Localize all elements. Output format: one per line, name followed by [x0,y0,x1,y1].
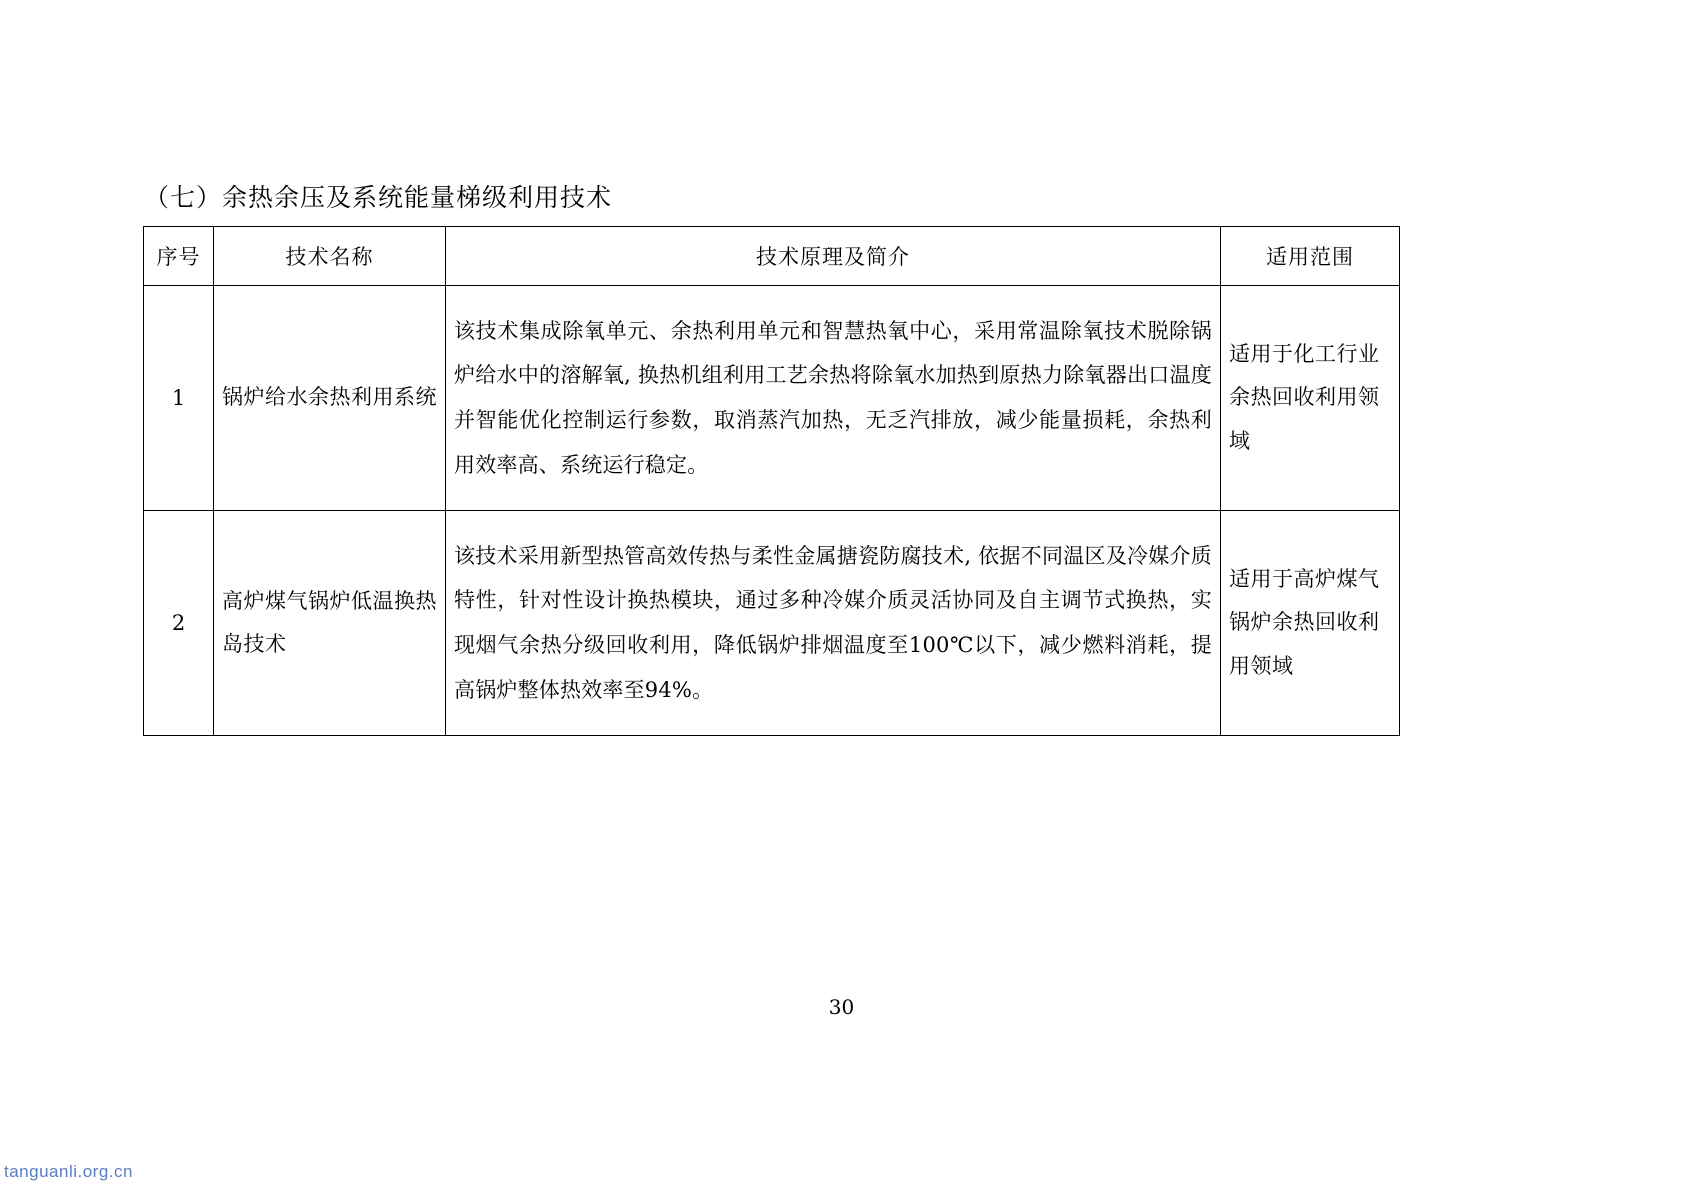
cell-technology-name: 锅炉给水余热利用系统 [214,286,446,511]
cell-technology-name: 高炉煤气锅炉低温换热岛技术 [214,511,446,736]
cell-no: 2 [144,511,214,736]
column-header-scope: 适用范围 [1221,227,1400,286]
cell-application-scope: 适用于高炉煤气锅炉余热回收利用领域 [1221,511,1400,736]
cell-technology-description: 该技术采用新型热管高效传热与柔性金属搪瓷防腐技术, 依据不同温区及冷媒介质特性，针对性设计换热模块，通过多种冷媒介质灵活协同及自主调节式换热，实现烟气余热分级回收利用，降低锅炉排烟温度至100℃以下，减少燃料消耗，提高锅炉整体热效率至94%。 [446,511,1221,736]
column-header-no: 序号 [144,227,214,286]
table-header-row [144,227,1400,286]
cell-no: 1 [144,286,214,511]
technology-table [143,226,1400,736]
section-heading: （七）余热余压及系统能量梯级利用技术 [144,183,613,212]
cell-application-scope: 适用于化工行业余热回收利用领域 [1221,286,1400,511]
page-number: 30 [828,995,855,1019]
column-header-desc: 技术原理及简介 [446,227,1221,286]
column-header-name: 技术名称 [214,227,446,286]
table-row [144,511,1400,736]
table-row [144,286,1400,511]
site-watermark: tanguanli.org.cn [4,1162,133,1181]
cell-technology-description: 该技术集成除氧单元、余热利用单元和智慧热氧中心，采用常温除氧技术脱除锅炉给水中的溶解氧, 换热机组利用工艺余热将除氧水加热到原热力除氧器出口温度并智能优化控制运行参数，取消蒸汽加热，无乏汽排放，减少能量损耗，余热利用效率高、系统运行稳定。 [446,286,1221,511]
